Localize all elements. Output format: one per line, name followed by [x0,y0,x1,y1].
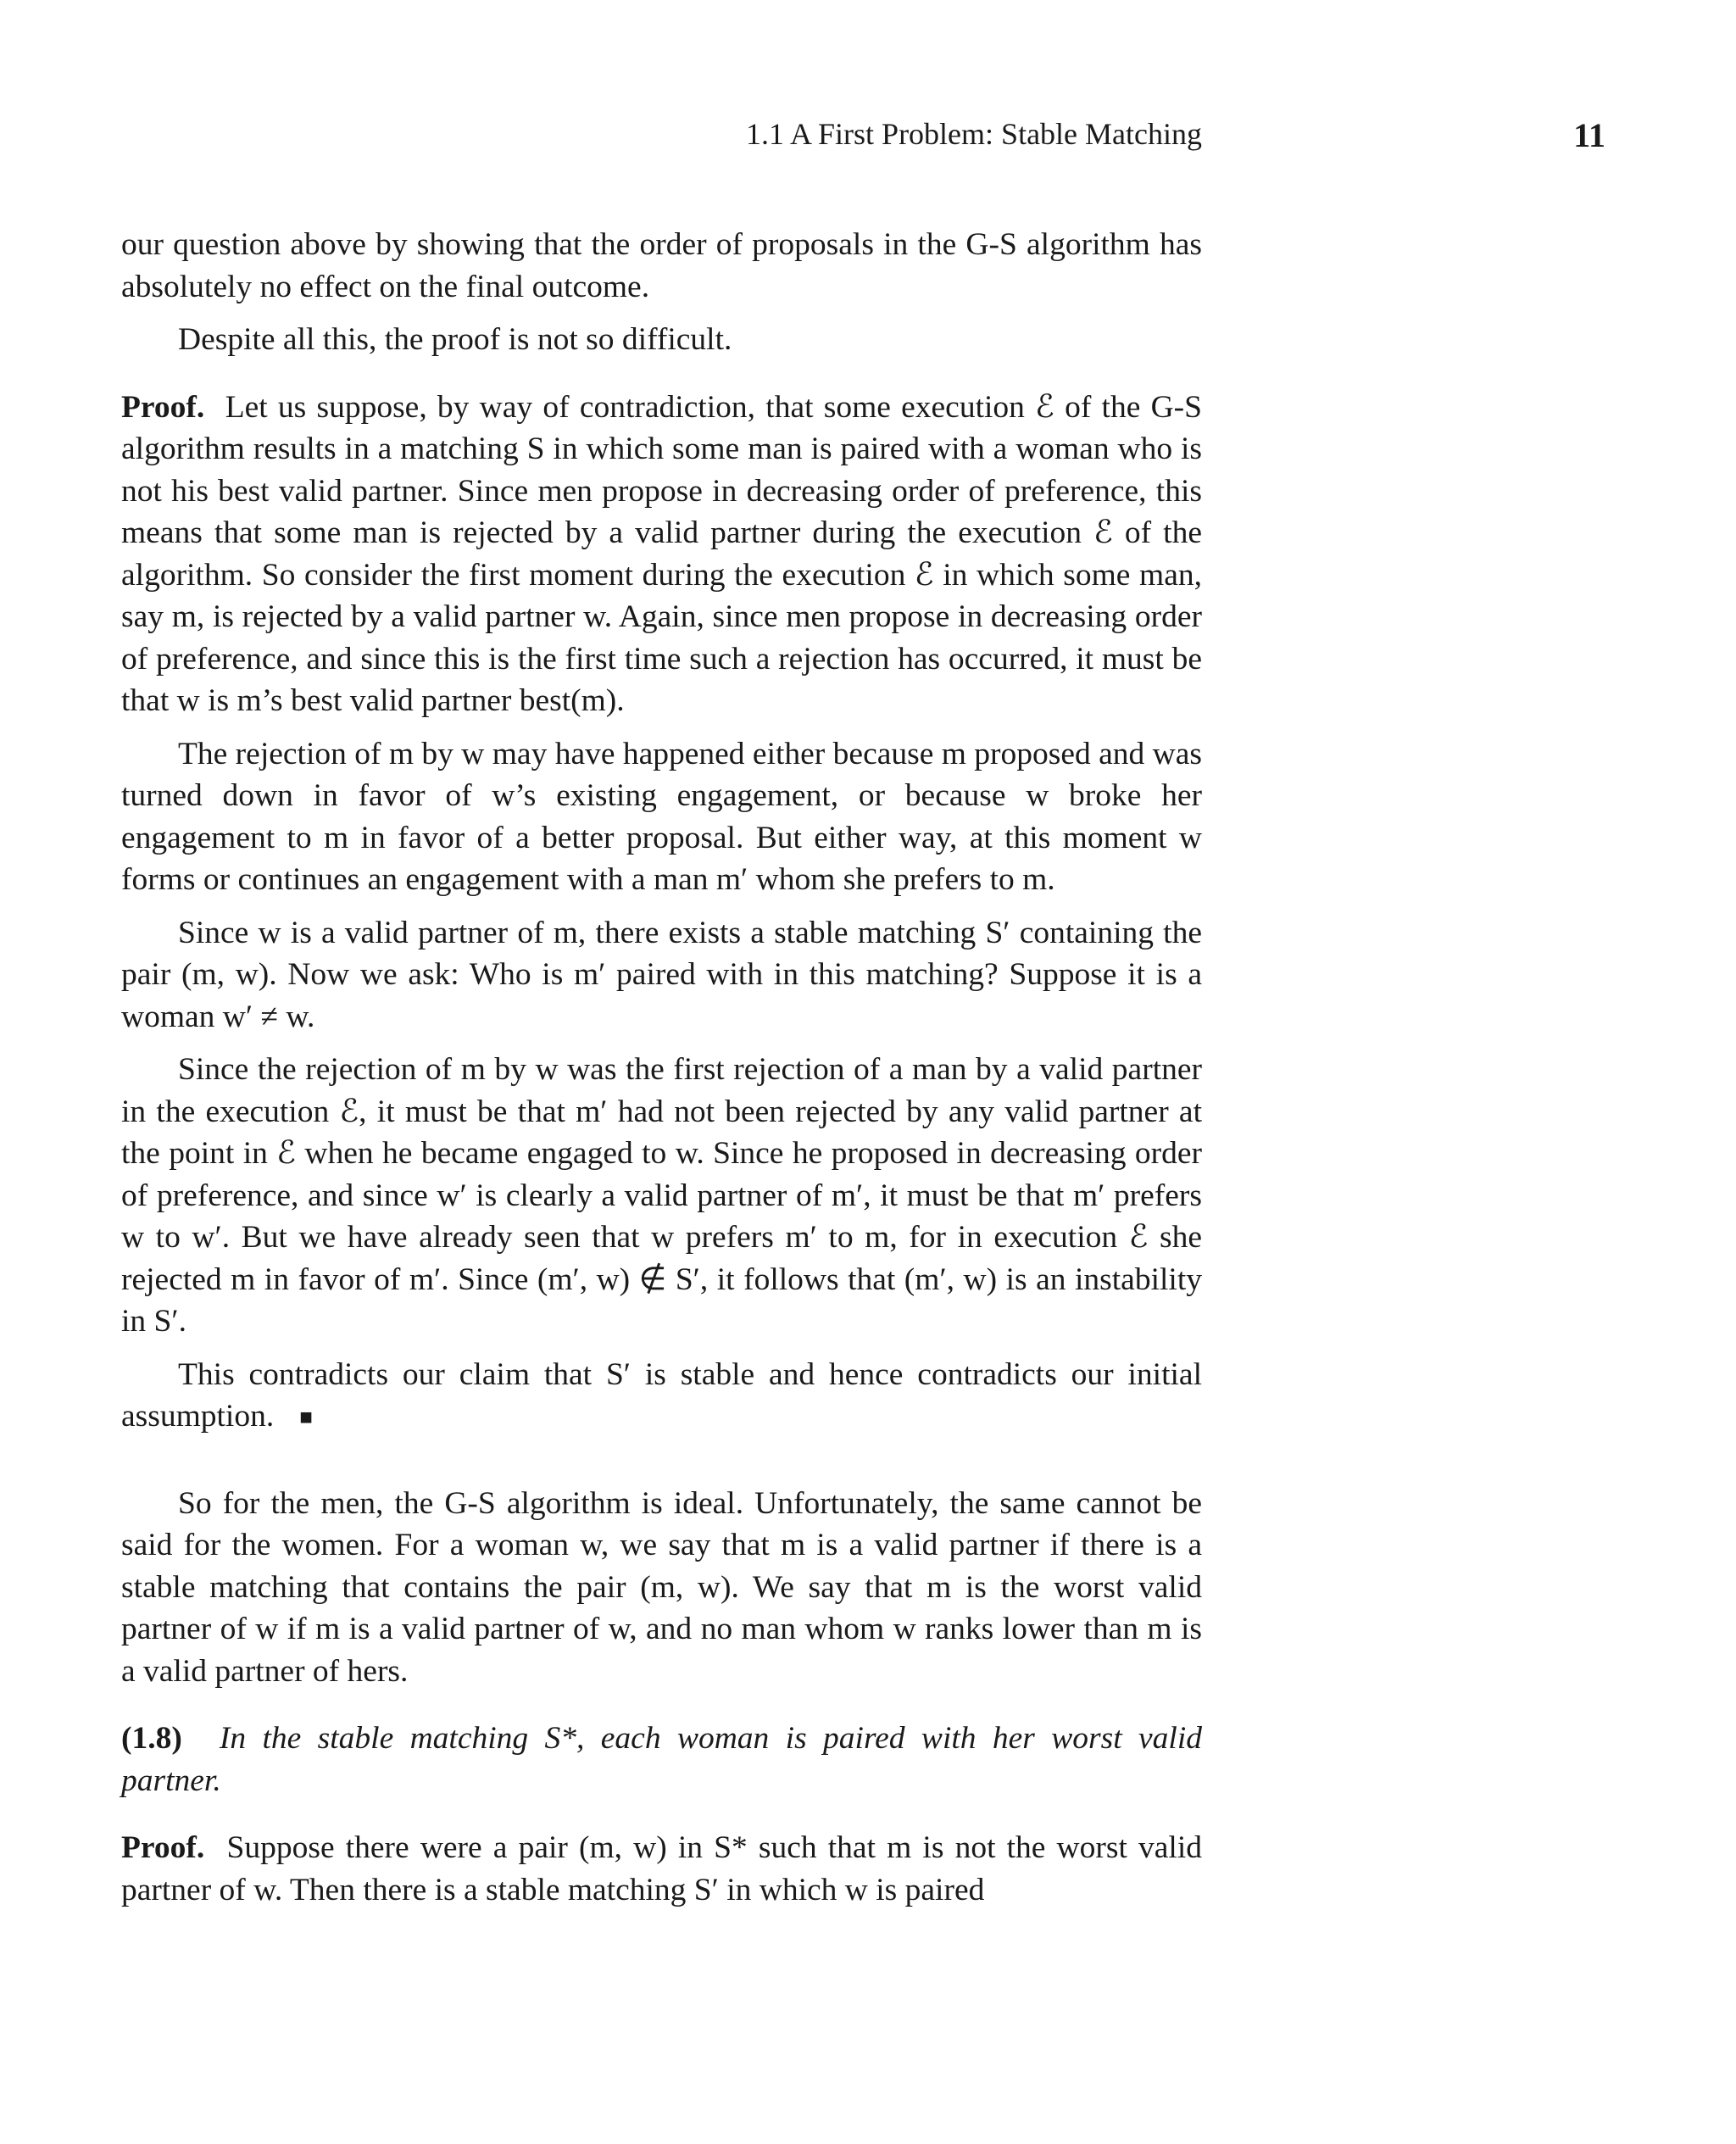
paragraph-first-rejection: Since the rejection of m by w was the first rejection of a man by a valid partner in the execution ℰ, it must be that m′ had not been rejected by any valid partner at the point in ℰ when he became engaged to w. Since he proposed in decreasing order of preference, and since w′ is clearly a valid partner of m′, it must be that m′ prefers w to w′. But we have already seen that w prefers m′ to m, for in execution ℰ she rejected m in favor of m′. Since (m′, w) ∉ S′, it follows that (m′, w) is an instability in S′. [121,1052,1202,1339]
proof-text-2: Suppose there were a pair (m, w) in S* such that m is not the worst valid partner of w. Then there is a stable matching S′ in which w is paired [121,1830,1202,1907]
running-head: 1.1 A First Problem: Stable Matching [746,117,1202,151]
paragraph-rejection: The rejection of m by w may have happened either because m proposed and was turned down in favor of w’s existing engagement, or because w broke her engagement to m in favor of a better proposal. But either way, at this moment w forms or continues an engagement with a man m′ whom she prefers to m. [121,736,1202,897]
paragraph-continuation: our question above by showing that the order of proposals in the G-S algorithm has absolutely no effect on the final outcome. [121,227,1202,304]
paragraph-contradiction [121,1354,1202,1439]
paragraph-women: So for the men, the G-S algorithm is ideal. Unfortunately, the same cannot be said for the women. For a woman w, we say that m is a valid partner if there is a stable matching that contains the pair (m, w). We say that m is the worst valid partner of w if m is a valid partner of w, and no man whom w ranks lower than m is a valid partner of hers. [121,1485,1202,1689]
qed-symbol: ■ [299,1405,313,1429]
page-number: 11 [1573,116,1605,154]
proof-paragraph-1 [121,387,1202,722]
proof-label-2: Proof. [121,1830,205,1865]
statement-label: (1.8) [121,1721,182,1756]
statement-1-8 [121,1718,1202,1802]
statement-text: In the stable matching S*, each woman is paired with her worst valid partner. [121,1721,1202,1798]
paragraph-valid-partner: Since w is a valid partner of m, there exists a stable matching S′ containing the pair (m, w). Now we ask: Who is m′ paired with in this matching? Suppose it is a woman w′ ≠ w. [121,915,1202,1034]
proof-paragraph-2 [121,1827,1202,1911]
proof-label: Proof. [121,389,205,425]
contradiction-text: This contradicts our claim that S′ is stable and hence contradicts our initial assumption. [121,1356,1202,1434]
page-body [121,224,1202,1911]
paragraph-despite: Despite all this, the proof is not so difficult. [178,322,732,357]
proof-text: Let us suppose, by way of contradiction, that some execution ℰ of the G-S algorithm results in a matching S in which some man is paired with a woman who is not his best valid partner. Since men propose in decreasing order of preference, this means that some man is rejected by a valid partner during the execution ℰ of the algorithm. So consider the first moment during the execution ℰ in which some man, say m, is rejected by a valid partner w. Again, since men propose in decreasing order of preference, and since this is the first time such a rejection has occurred, it must be that w is m’s best valid partner best(m). [121,389,1203,718]
